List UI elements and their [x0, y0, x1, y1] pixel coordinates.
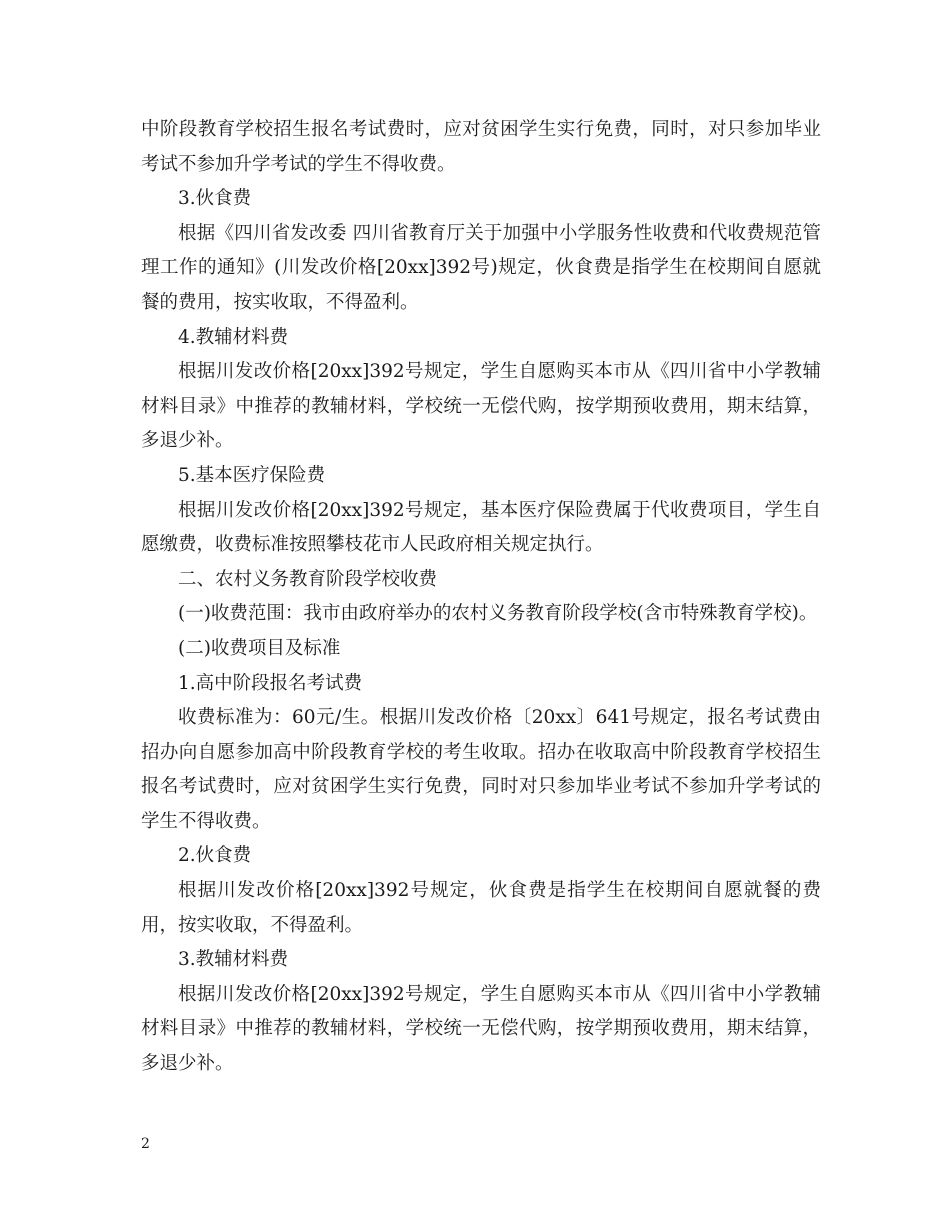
paragraph: 根据川发改价格[20xx]392号规定，学生自愿购买本市从《四川省中小学教辅材料目录》中推荐的教辅材料，学校统一无偿代购，按学期预收费用，期末结算，多退少补。	[141, 983, 821, 1075]
section-heading: 2.伙食费	[178, 845, 252, 867]
document-body	[141, 113, 821, 1082]
paragraph: 收费标准为：60元/生。根据川发改价格〔20xx〕641号规定，报名考试费由招办向自愿参加高中阶段教育学校的考生收取。招办在收取高中阶段教育学校招生报名考试费时，应对贫困学生实行免费，同时对只参加毕业考试不参加升学考试的学生不得收费。	[141, 707, 821, 832]
section-heading: 3.教辅材料费	[178, 949, 289, 971]
paragraph: 中阶段教育学校招生报名考试费时，应对贫困学生实行免费，同时，对只参加毕业考试不参加升学考试的学生不得收费。	[141, 119, 821, 175]
section-heading: 二、农村义务教育阶段学校收费	[178, 568, 438, 590]
page-number: 2	[141, 1136, 150, 1152]
section-heading: 5.基本医疗保险费	[178, 464, 326, 486]
paragraph: 根据《四川省发改委 四川省教育厅关于加强中小学服务性收费和代收费规范管理工作的通知》(川发改价格[20xx]392号)规定，伙食费是指学生在校期间自愿就餐的费用，按实收取，不得盈利。	[141, 222, 821, 313]
paragraph: 根据川发改价格[20xx]392号规定，学生自愿购买本市从《四川省中小学教辅材料目录》中推荐的教辅材料，学校统一无偿代购，按学期预收费用，期末结算，多退少补。	[141, 361, 821, 452]
section-heading: 3.伙食费	[178, 188, 252, 210]
section-heading: (二)收费项目及标准	[178, 637, 341, 659]
paragraph: (一)收费范围：我市由政府举办的农村义务教育阶段学校(含市特殊教育学校)。	[178, 603, 818, 625]
section-heading: 1.高中阶段报名考试费	[178, 672, 363, 694]
section-heading: 4.教辅材料费	[178, 326, 289, 348]
paragraph: 根据川发改价格[20xx]392号规定，伙食费是指学生在校期间自愿就餐的费用，按实收取，不得盈利。	[141, 880, 821, 936]
paragraph: 根据川发改价格[20xx]392号规定，基本医疗保险费属于代收费项目，学生自愿缴费，收费标准按照攀枝花市人民政府相关规定执行。	[141, 499, 821, 556]
